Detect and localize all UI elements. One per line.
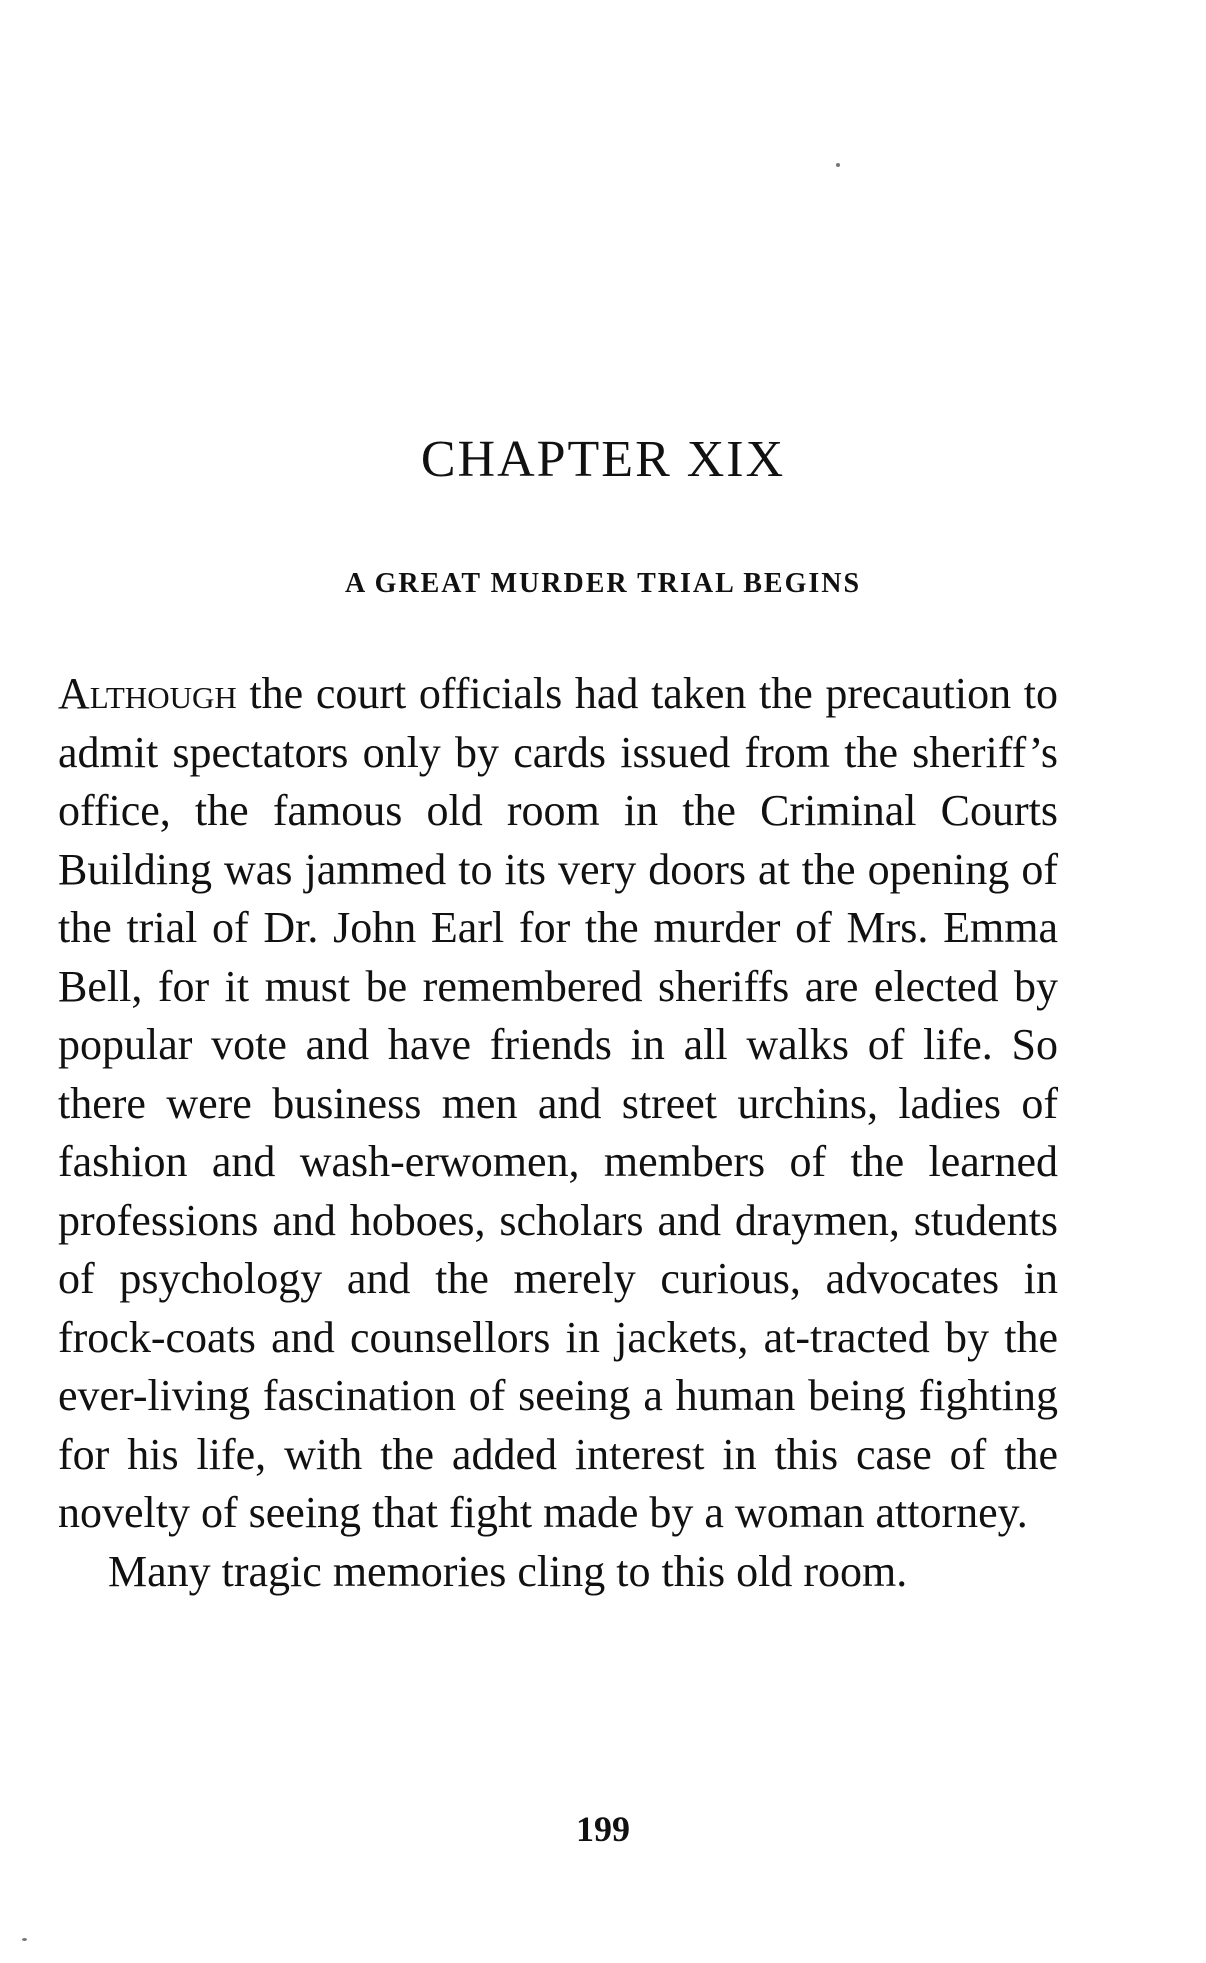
scan-speck <box>22 1938 27 1941</box>
chapter-subtitle: A GREAT MURDER TRIAL BEGINS <box>344 568 862 599</box>
paragraph: Many tragic memories cling to this old room. <box>108 1546 908 1596</box>
scan-speck <box>836 163 840 167</box>
paragraph-text: the court officials had taken the precaution to admit spectators only by cards issued from the sheriff’s office, the famous old room in the Criminal Courts Building was jammed to its very doors at the opening of the trial of Dr. John Earl for the murder of Mrs. Emma Bell, for it must be remembered sheriffs are elected by popular vote and have friends in all walks of life. So there were business men and street urchins, ladies of fashion and wash-erwomen, members of the learned professions and hoboes, scholars and draymen, students of psychology and the merely curious, advocates in frock-coats and counsellors in jackets, at-tracted by the ever-living fascination of seeing a human being fighting for his life, with the added interest in this case of the novelty of seeing that fight made by a woman attorney. <box>58 669 1058 1537</box>
paragraph <box>58 665 1058 1543</box>
page-number: 199 <box>576 1809 630 1849</box>
opening-word: Although <box>58 669 237 718</box>
chapter-title: CHAPTER XIX <box>420 431 786 488</box>
chapter-body <box>58 665 1058 1601</box>
